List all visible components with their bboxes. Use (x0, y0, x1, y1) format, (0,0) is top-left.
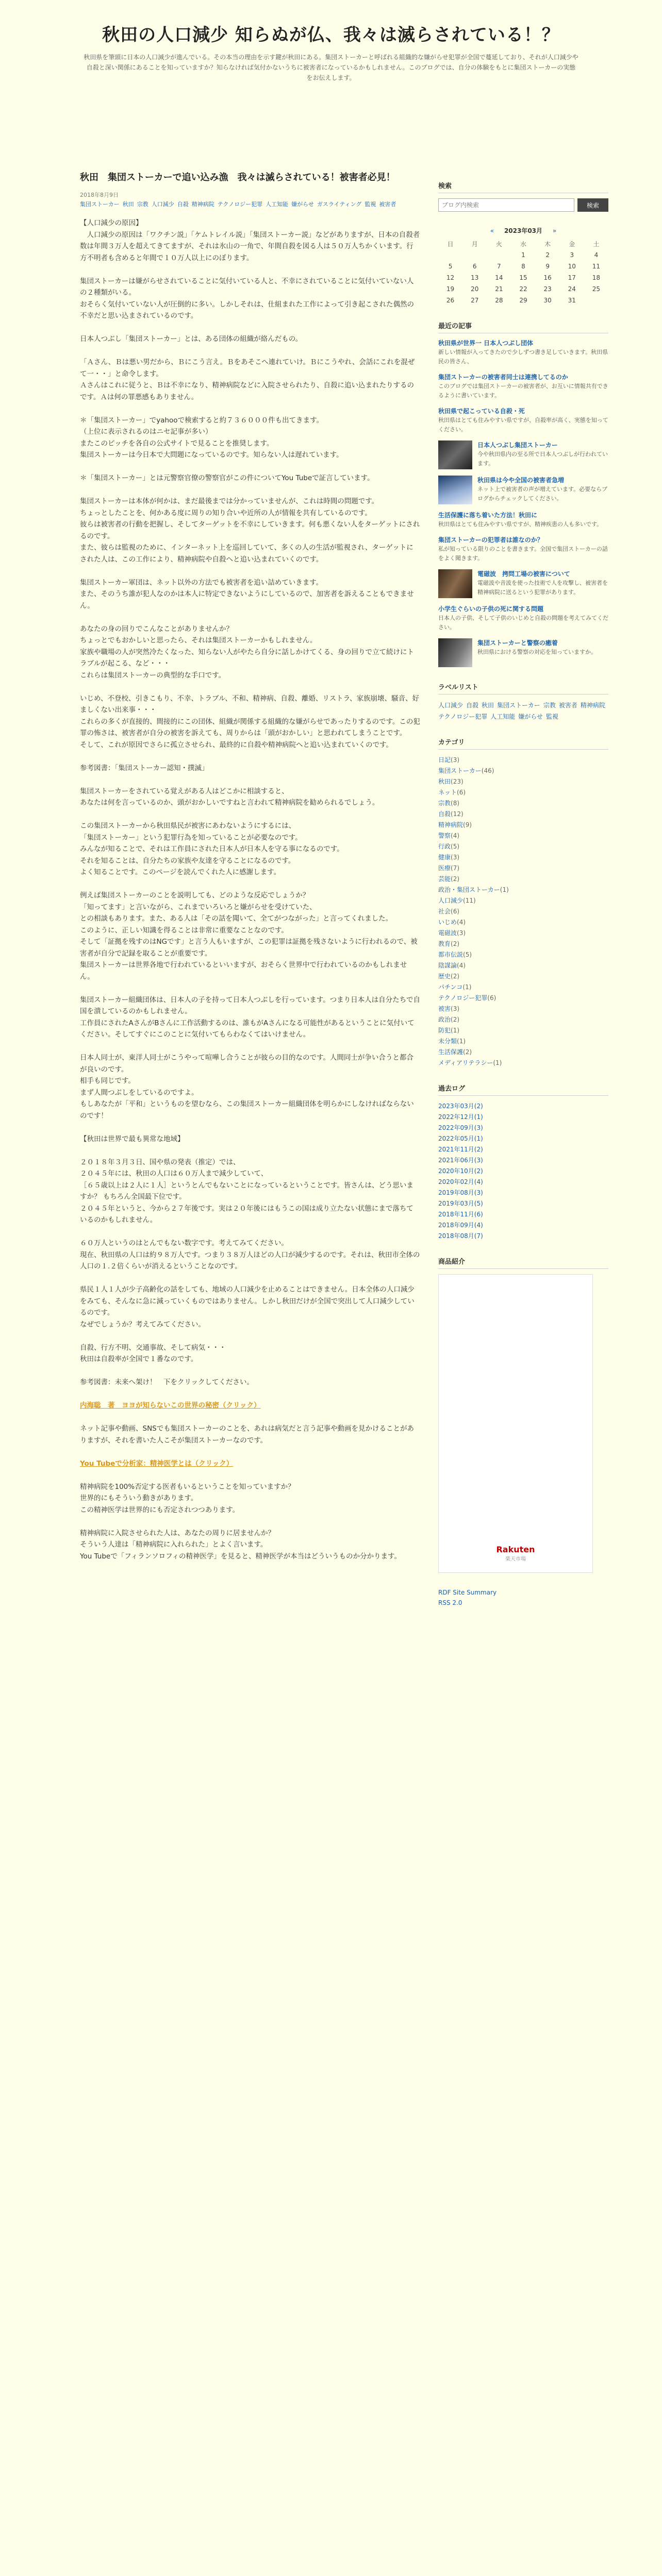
calendar-day[interactable]: 1 (521, 251, 525, 259)
category-item[interactable] (438, 841, 608, 852)
post-paragraph: ６０万人というのはとんでもない数字です。考えてみてください。 現在、秋田県の人口は約９８万人です。つまり３８万人ほどの人口が減少するのです。それは、秋田市全体の人口の１.２倍くらいが消えるということなのです。 (80, 1239, 420, 1270)
category-name[interactable]: 芸能 (438, 875, 451, 883)
category-name[interactable]: 人口減少 (438, 897, 464, 904)
post-body (80, 217, 420, 1562)
rss-link[interactable]: RDF Site Summary (438, 1589, 497, 1596)
category-name[interactable]: 生活保護 (438, 1048, 464, 1056)
post-paragraph: 精神病院を100%否定する医者もいるということを知っていますか？ 世界的にもそういう動きがあります。 この精神医学は世界的にも否定されつつあります。 (80, 1482, 295, 1514)
category-item[interactable] (438, 863, 608, 874)
archive-item[interactable]: 2023年03月(2) (438, 1103, 483, 1110)
archive-item[interactable]: 2018年09月(4) (438, 1222, 483, 1229)
category-item[interactable] (438, 1047, 608, 1058)
tag-cloud-link[interactable]: 秋田 (482, 702, 494, 709)
ad-widget (438, 1256, 608, 1573)
post-tag-link[interactable]: 宗教 (137, 201, 148, 208)
post-tag-link[interactable]: 監視 (365, 201, 376, 208)
post-highlight-link[interactable]: 内海聡 著 ヨヨが知らないこの世界の秘密（クリック） (80, 1401, 261, 1410)
category-name[interactable]: メディアリテラシー (438, 1059, 493, 1066)
tag-cloud-link[interactable]: 精神病院 (580, 702, 605, 709)
category-name[interactable]: 集団ストーカー (438, 767, 482, 774)
archive-item[interactable]: 2018年08月(7) (438, 1232, 483, 1240)
tag-cloud-link[interactable]: 監視 (545, 713, 558, 720)
recent-post-excerpt: 秋田県における警察の対応を知っていますか。 (477, 649, 597, 655)
archive-item[interactable]: 2022年09月(3) (438, 1124, 483, 1131)
post-paragraph: 県民１人１人が少子高齢化の話をしても、地域の人口減少を止めることはできません。日本全体の人口減少をみても、そんなに急に減っていくものではありません。しかし秋田だけが全国で突出して人口減少しているのです。 なぜでしょうか？考えてみてください。 自殺、行方不明、交通事故、そして病気・・・ 秋田は自殺率が全国で１番なのです。 (80, 1285, 415, 1363)
tag-cloud-link[interactable]: 被害者 (558, 702, 577, 709)
category-name[interactable]: パチンコ (438, 984, 463, 991)
calendar-day[interactable]: 25 (592, 285, 601, 293)
archive-item[interactable]: 2019年03月(5) (438, 1200, 483, 1207)
recent-post-title[interactable]: 電磁波 拷問工場の被害について (477, 570, 570, 578)
recent-post-item[interactable] (438, 638, 608, 667)
calendar-day[interactable]: 19 (446, 285, 455, 293)
post-paragraph: 精神病院に入院させられた人は、あなたの周りに居ませんか？ そういう人達は「精神病院に入れられた」とよく言います。 You Tubeで「フィランソロフィの精神医学」を見ると、精神医学が本当はどういうものか分かります。 (80, 1529, 401, 1561)
archive-item[interactable]: 2022年12月(1) (438, 1113, 483, 1121)
post-paragraph: 日本人つぶし「集団ストーカー」とは、ある団体の組織が絡んだもの。 「Ａさん、Ｂは悪い男だから、Ｂにこう言え。Ｂをあそこへ連れていけ。Ｂにこうやれ、会話にこれを混ぜて一・・」と命令します。 Ａさんはこれに従うと、Ｂは不幸になり、精神病院などに入院させられたり、自殺に追い込まれたりするのです。Ａは何の罪悪感もありません。 (80, 335, 415, 401)
calendar-weekday: 水 (520, 240, 526, 248)
calendar-table (438, 238, 608, 306)
calendar-day[interactable]: 18 (592, 274, 601, 281)
calendar-day[interactable]: 10 (568, 263, 576, 270)
post-tags (80, 200, 420, 209)
category-name[interactable]: 社会 (438, 908, 451, 915)
category-count: (3) (451, 854, 460, 861)
post-paragraph: ネット記事や動画、SNSでも集団ストーカーのことを、あれは病気だと言う記事や動画を見かけることがありますが、それを書いた人こそが集団ストーカーなのです。 (80, 1425, 414, 1445)
category-name[interactable]: 教育 (438, 940, 451, 947)
calendar-day[interactable]: 2 (545, 251, 550, 259)
category-item[interactable] (438, 831, 608, 841)
calendar-day[interactable]: 22 (519, 285, 527, 293)
recent-post-title[interactable]: 集団ストーカーの犯罪者は誰なのか？ (438, 536, 543, 544)
recent-post-title[interactable]: 生活保護に落ち着いた方法！秋田に (438, 512, 538, 519)
category-count: (1) (462, 984, 472, 991)
calendar-weekday: 金 (569, 240, 575, 248)
category-name[interactable]: 都市伝説 (438, 951, 464, 958)
post-paragraph: 【人口減少の原因】 人口減少の原因は「ワクチン説」「ケムトレイル説」「集団ストーカー説」などがありますが、日本の自殺者数は年間３万人を超えてきてますが、それは氷山の一角で、年間自殺を図る人は５０万人ちかくいます。行方不明者も含めると年間で１０万人以上にのぼります。 (80, 219, 420, 262)
post-tag-link[interactable]: 被害者 (379, 201, 396, 208)
recent-post-item[interactable] (438, 569, 608, 598)
calendar-prev-link[interactable]: « (490, 227, 494, 234)
category-count: (2) (451, 973, 460, 980)
recent-posts-title: 最近の記事 (438, 320, 608, 333)
main-column (80, 170, 420, 1574)
category-item[interactable] (438, 766, 608, 776)
post-paragraph: 集団ストーカーは嫌がらせされていることに気付いている人と、不幸にされていることに気付いていない人の２種類がいる。 おそらく気付いていない人が圧倒的に多い。しかしそれは、仕組まれた工作によって引き起こされた偶然の不幸だと思い込まされているのです。 (80, 277, 414, 320)
category-count: (4) (457, 962, 466, 969)
calendar-day[interactable]: 28 (495, 297, 503, 304)
recent-post-excerpt: このブログでは集団ストーカーの被害者が、お互いに情報共有できるように書いています。 (438, 383, 608, 399)
category-count: (23) (451, 778, 464, 785)
category-widget (438, 737, 608, 1069)
category-count: (1) (500, 886, 509, 893)
category-name[interactable]: 自殺 (438, 810, 451, 818)
category-count: (12) (451, 810, 464, 818)
category-item[interactable] (438, 1058, 608, 1069)
recent-post-excerpt: 今や秋田県内の至る所で日本人つぶしが行われています。 (477, 451, 608, 467)
category-count: (6) (487, 994, 496, 1002)
tag-title: ラベルリスト (438, 682, 608, 694)
category-name[interactable]: 陰謀論 (438, 962, 457, 969)
category-count: (4) (451, 832, 460, 839)
recent-post-title[interactable]: 集団ストーカーの被害者同士は連携してるのか (438, 374, 568, 381)
category-count: (46) (481, 767, 494, 774)
category-item[interactable] (438, 939, 608, 950)
category-item[interactable] (438, 885, 608, 895)
rss-widget (438, 1587, 608, 1608)
recent-post-title[interactable]: 集団ストーカーと警察の癒着 (477, 639, 558, 647)
category-item[interactable] (438, 928, 608, 939)
calendar-weekday: 火 (495, 240, 502, 248)
post-tag-link[interactable]: 人口減少 (151, 201, 174, 208)
post-paragraph: 例えば集団ストーカーのことを説明しても、どのような反応でしょうか？ 「知ってます」と言いながら、これまでいろいろと嫌がらせを受けていた、 との相談もあります。また、ある人は「その話を聞いて、全てがつながった」と言ってくれました。 このように、正しい知識を得ることは非常に重要なことなのです。 そして「証拠を残すのはNGです」と言う人もいますが、この犯罪は証拠を残さないように行われるので、被害者が自分で記録を取ることが重要です。 集団ストーカーは世界各地で行われているといいますが、おそらく世界中で行われているのかもしれません。 (80, 891, 418, 981)
calendar-weekday: 日 (447, 240, 454, 248)
category-title: カテゴリ (438, 737, 608, 750)
post-paragraph: 【秋田は世界で最も異常な地域】 ２０１８年３月３日、国や県の発表（推定）では、 ２０４５年には、秋田の人口は６０万人まで減少していて、 ［６５歳以上は２人に１人］というとんでもないことになっているということです。皆さんは、どう思いますか？ もちろん全国最下位です。 ２０４５年というと、今から２７年後です。実は２０年後にはもうこの国は成り立たない状態にまで落ちているのかもしれません。 (80, 1134, 413, 1224)
category-name[interactable]: 日記 (438, 756, 451, 764)
category-item[interactable] (438, 809, 608, 820)
post-paragraph: ＊「集団ストーカー」でyahooで検索すると約７３６０００件も出てきます。 （上位に表示されるのはニセ記事が多い） またこのピッチを各自の公式サイトで見ることを推奨します。 集団ストーカーは今日本で大問題になっているのです。知らない人は遅れています。 (80, 416, 343, 459)
calendar-day[interactable]: 16 (543, 274, 552, 281)
category-name[interactable]: テクノロジー犯罪 (438, 994, 488, 1002)
post-paragraph: 日本人同士が、東洋人同士がこうやって喧嘩し合うことが彼らの目的なのです。人間同士が争い合うと都合が良いのです。 相手も同じです。 まず人間つぶしをしているのですよ。 もしあなたが「平和」というものを望むなら、この集団ストーカー組織団体を明らかにしなければならないのです！ (80, 1054, 414, 1120)
post-paragraph: 集団ストーカー組織団体は、日本人の子を持って日本人つぶしを行っています。つまり日本人は自分たちで自国を潰しているのかもしれません。 工作員にされたAさんがBさんに工作活動するのは、誰もがAさんになる可能性があるということに気付いてください。そしてすぐにこのことに気付いてもらわなくてはいけません。 (80, 995, 421, 1039)
calendar-day[interactable]: 5 (448, 263, 453, 270)
search-title: 検索 (438, 180, 608, 193)
category-name[interactable]: 防犯 (438, 1027, 451, 1034)
category-name[interactable]: 宗教 (438, 800, 451, 807)
tag-cloud-link[interactable]: 自殺 (466, 702, 479, 709)
category-name[interactable]: 政治・集団ストーカー (438, 886, 500, 893)
calendar-day[interactable]: 7 (497, 263, 501, 270)
calendar-day[interactable]: 20 (471, 285, 479, 293)
search-widget (438, 180, 608, 212)
recent-post-item[interactable] (438, 406, 608, 434)
category-count: (1) (451, 1027, 460, 1034)
calendar-next-link[interactable]: » (552, 227, 557, 234)
archive-item[interactable]: 2021年06月(3) (438, 1157, 483, 1164)
calendar-day (584, 295, 608, 306)
calendar-day[interactable]: 31 (568, 297, 576, 304)
post-date: 2018年8月9日 (80, 192, 119, 198)
calendar-month-label: 2023年03月 (504, 227, 543, 234)
calendar-widget (438, 226, 608, 306)
tag-cloud-link[interactable]: 人口減少 (438, 702, 464, 709)
calendar-day[interactable]: 17 (568, 274, 576, 281)
post-tag-link[interactable]: 精神病院 (191, 201, 214, 208)
recent-post-excerpt: 日本人の子供、そして子供のいじめと自殺の問題を考えてみてください。 (438, 615, 608, 631)
recent-posts-widget (438, 320, 608, 667)
category-count: (8) (451, 800, 460, 807)
archive-item[interactable]: 2019年08月(3) (438, 1189, 483, 1196)
category-count: (3) (451, 756, 460, 764)
recent-post-item[interactable] (438, 440, 608, 469)
recent-post-excerpt: 秋田県はとても住みやすい県ですが、精神疾患の人も多いです。 (438, 521, 603, 528)
recent-post-item[interactable] (438, 338, 608, 366)
category-count: (7) (451, 865, 460, 872)
archive-item[interactable]: 2020年10月(2) (438, 1167, 483, 1175)
site-description: 秋田県を筆頭に日本の人口減少が進んでいる。その本当の理由を示す鍵が秋田にある。集団ストーカーと呼ばれる組織的な嫌がらせ犯罪が全国で蔓延しており、それが人口減少や自殺と深い関係にあることを知っていますか？知らなければ気付かないうちに被害者になっているかもしれません。このブログでは、自分の体験をもとに集団ストーカーの実態をお伝えします。 (84, 54, 578, 81)
category-item[interactable] (438, 755, 608, 766)
recent-post-title[interactable]: 日本人つぶし集団ストーカー (477, 442, 558, 449)
ad-logo-text: Rakuten (496, 1545, 535, 1554)
calendar-day[interactable]: 13 (471, 274, 479, 281)
recent-post-excerpt: 私が知っている限りのことを書きます。全国で集団ストーカーの話をよく聞きます。 (438, 546, 608, 562)
category-name[interactable]: 健康 (438, 854, 451, 861)
archive-widget (438, 1083, 608, 1242)
category-count: (2) (451, 940, 460, 947)
category-item[interactable] (438, 776, 608, 787)
post-paragraph: あなたの身の回りでこんなことがありませんか？ ちょっとでもおかしいと思ったら、それは集団ストーカーかもしれません。 家族や職場の人が突然冷たくなった、知らない人がやたら自分に話しかけてくる、身の回りで立て続けにトラブルが起こる、など・・・ これらは集団ストーカーの典型的な手口です。 いじめ、不登校、引きこもり、不幸、トラブル、不和、精神病、自殺、離婚、リストラ、家族崩壊、騒音、好ましくない出来事・・・ これらの多くが直接的、間接的にこの団体、組織が関係する組織的な嫌がらせであったりするのです。この犯罪の怖さは、被害者が自分の被害を訴えても、周りからは「頭がおかしい」と思われてしまうことです。 そして、これが原因でさらに孤立させられ、最終的に自殺や精神病院へと追い込まれていくのです。 (80, 624, 420, 749)
tag-cloud-link[interactable]: テクノロジー犯罪 (438, 713, 488, 720)
recent-post-thumbnail[interactable] (438, 476, 472, 504)
post-paragraph: 集団ストーカーをされている覚えがある人はどこかに相談すると、 あなたは何を言っているのか、頭がおかしいですねと言われて精神病院を勧められるでしょう。 (80, 787, 379, 807)
post-tag-link[interactable]: 自殺 (177, 201, 189, 208)
category-name[interactable]: 被害 (438, 1005, 451, 1012)
calendar-weekday: 月 (471, 240, 478, 248)
category-item[interactable] (438, 982, 608, 993)
recent-post-excerpt: 新しい情報が入ってきたので少しずつ書き足していきます。秋田県民の皆さん、 (438, 349, 608, 365)
recent-post-item[interactable] (438, 372, 608, 400)
recent-post-title[interactable]: 秋田県は今や全国の被害者急増 (477, 477, 565, 484)
site-title[interactable]: 秋田の人口減少 知らぬが仏、我々は滅らされている！？ (102, 25, 560, 45)
calendar-day[interactable]: 3 (570, 251, 574, 259)
category-item[interactable] (438, 852, 608, 863)
category-count: (2) (451, 875, 460, 883)
calendar-day[interactable]: 12 (446, 274, 455, 281)
recent-post-item[interactable] (438, 604, 608, 632)
post-title[interactable]: 秋田 集団ストーカーで追い込み漁 我々は滅らされている！被害者必見！ (80, 172, 395, 183)
category-count: (2) (463, 1048, 472, 1056)
post-tag-link[interactable]: ガスライティング (317, 201, 362, 208)
tag-cloud-link[interactable]: 人工知能 (490, 713, 516, 720)
calendar-day[interactable]: 11 (592, 263, 601, 270)
post-highlight-link[interactable]: You Tubeで分析家：精神医学とは（クリック） (80, 1459, 234, 1468)
calendar-day[interactable]: 29 (519, 297, 527, 304)
tag-cloud-link[interactable]: 嫌がらせ (518, 713, 543, 720)
tag-cloud-link[interactable]: 集団ストーカー (497, 702, 540, 709)
calendar-day[interactable]: 21 (495, 285, 503, 293)
category-name[interactable]: 電磁波 (438, 929, 457, 937)
tag-widget (438, 682, 608, 722)
ad-title: 商品紹介 (438, 1256, 608, 1269)
post-paragraph: 参考図書：「集団ストーカー認知・撲滅」 (80, 764, 209, 772)
calendar-weekday: 土 (593, 240, 600, 248)
calendar-day[interactable]: 4 (594, 251, 599, 259)
calendar-day[interactable]: 15 (519, 274, 527, 281)
category-name[interactable]: 警察 (438, 832, 451, 839)
post-tag-link[interactable]: テクノロジー犯罪 (217, 201, 263, 208)
calendar-day[interactable]: 26 (446, 297, 455, 304)
recent-post-thumbnail[interactable] (438, 638, 472, 667)
category-name[interactable]: 歴史 (438, 973, 451, 980)
archive-item[interactable]: 2021年11月(2) (438, 1146, 483, 1153)
category-item[interactable] (438, 917, 608, 928)
sidebar (438, 180, 608, 1622)
calendar-day[interactable]: 14 (495, 274, 503, 281)
archive-item[interactable]: 2020年02月(4) (438, 1178, 483, 1185)
category-count: (6) (457, 789, 466, 796)
recent-post-title[interactable]: 秋田県が世界一 日本人つぶし団体 (438, 340, 534, 347)
category-count: (11) (463, 897, 476, 904)
category-item[interactable] (438, 993, 608, 1004)
ad-logo-sub: 楽天市場 (505, 1556, 526, 1562)
category-count: (2) (451, 1016, 460, 1023)
recent-post-item[interactable] (438, 476, 608, 504)
search-input[interactable] (438, 198, 574, 212)
calendar-day (438, 249, 462, 261)
post-tag-link[interactable]: 秋田 (122, 201, 134, 208)
category-item[interactable] (438, 960, 608, 971)
category-name[interactable]: 秋田 (438, 778, 451, 785)
recent-post-excerpt: ネット上で被害者の声が増えています。必要ならブログからチェックしてください。 (477, 486, 608, 502)
recent-post-item[interactable] (438, 535, 608, 563)
search-button[interactable]: 検索 (577, 198, 608, 212)
post-paragraph: 集団ストーカー軍団は、ネット以外の方法でも被害者を追い詰めていきます。 また、そのうち誰が犯人なのかは本人に特定できないようにしているので、加害者を訴えることもできません。 (80, 578, 414, 610)
category-count: (6) (451, 908, 460, 915)
post-tag-link[interactable]: 人工知能 (266, 201, 289, 208)
post-paragraph: この集団ストーカーから秋田県民が被害にあわないようにするには、 「集団ストーカー」という犯罪行為を知っていることが必要なのです。 みんなが知ることで、それは工作員にされた日本人が日本人を守る事になるのです。 それを知ることは、自分たちの家族や友達を守ることになるのです。 よく知ることです。このページを読んでくれた人に感謝します。 (80, 822, 344, 876)
post-tag-link[interactable]: 嫌がらせ (291, 201, 314, 208)
category-item[interactable] (438, 1036, 608, 1047)
category-item[interactable] (438, 874, 608, 885)
recent-post-title[interactable]: 小学生ぐらいの子供の死に関する問題 (438, 605, 544, 613)
category-count: (3) (457, 929, 466, 937)
site-header (52, 21, 610, 83)
category-item[interactable] (438, 798, 608, 809)
ad-banner[interactable] (438, 1274, 593, 1573)
post-tag-link[interactable]: 集団ストーカー (80, 201, 120, 208)
post-paragraph: 集団ストーカーは本体が何かは、まだ最後までは分かっていませんが、これは時間の問題です。 ちょっとしたことを、何かある度に周りの知り合いや近所の人が情報を共有しているのです。 彼らは被害者の行動を把握し、そしてターゲットを不幸にしていきます。何も悪くない人をターゲットにされるのです。 また、彼らは監視のために、インターネット上を巡回していて、多くの人の生活が監視され、ターゲットにされた人は、この工作により、精神病院や自殺へと追い込まれていくのです。 (80, 497, 420, 564)
category-item[interactable] (438, 1025, 608, 1036)
calendar-day (487, 249, 511, 261)
recent-post-excerpt: 秋田県はとても住みやすい県ですが、自殺率が高く、実態を知ってください。 (438, 417, 608, 433)
calendar-weekday: 木 (544, 240, 551, 248)
category-count: (5) (451, 843, 460, 850)
calendar-day[interactable]: 23 (543, 285, 552, 293)
category-count: (9) (463, 821, 472, 828)
calendar-day[interactable]: 8 (521, 263, 525, 270)
calendar-day[interactable]: 27 (471, 297, 479, 304)
calendar-day[interactable]: 30 (543, 297, 552, 304)
category-item[interactable] (438, 1004, 608, 1014)
archive-item[interactable]: 2018年11月(6) (438, 1211, 483, 1218)
category-name[interactable]: 精神病院 (438, 821, 464, 828)
category-item[interactable] (438, 906, 608, 917)
category-item[interactable] (438, 820, 608, 831)
post-paragraph: ＊「集団ストーカー」とは元警察官僚の警察官がこの件についてYou Tubeで証言しています。 (80, 474, 374, 482)
category-item[interactable] (438, 971, 608, 982)
category-name[interactable]: 政治 (438, 1016, 451, 1023)
category-item[interactable] (438, 950, 608, 960)
category-name[interactable]: 未分類 (438, 1038, 457, 1045)
calendar-day (462, 249, 487, 261)
category-count: (3) (451, 1005, 460, 1012)
tag-cloud-link[interactable]: 宗教 (543, 702, 556, 709)
category-count: (4) (457, 919, 466, 926)
category-item[interactable] (438, 895, 608, 906)
rss-link[interactable]: RSS 2.0 (438, 1599, 462, 1606)
category-count: (5) (463, 951, 472, 958)
rakuten-logo (439, 1545, 592, 1562)
category-item[interactable] (438, 787, 608, 798)
category-name[interactable]: 行政 (438, 843, 451, 850)
recent-post-item[interactable] (438, 511, 608, 529)
archive-title: 過去ログ (438, 1083, 608, 1096)
calendar-day[interactable]: 24 (568, 285, 576, 293)
recent-post-title[interactable]: 秋田県で起こっている自殺・死 (438, 408, 525, 415)
recent-post-excerpt: 電磁波や音波を使った技術で人を攻撃し、被害者を精神病院に送るという犯罪があります。 (477, 580, 608, 596)
category-item[interactable] (438, 1014, 608, 1025)
archive-item[interactable]: 2022年05月(1) (438, 1135, 483, 1142)
post-paragraph: 参考図書：未来へ架け！ 下をクリックしてください。 (80, 1378, 254, 1386)
recent-post-thumbnail[interactable] (438, 569, 472, 598)
category-count: (1) (493, 1059, 502, 1066)
category-name[interactable]: 医療 (438, 865, 451, 872)
calendar-day[interactable]: 9 (545, 263, 550, 270)
category-count: (1) (457, 1038, 466, 1045)
category-name[interactable]: ネット (438, 789, 457, 796)
recent-post-thumbnail[interactable] (438, 440, 472, 469)
calendar-day[interactable]: 6 (472, 263, 477, 270)
category-name[interactable]: いじめ (438, 919, 457, 926)
